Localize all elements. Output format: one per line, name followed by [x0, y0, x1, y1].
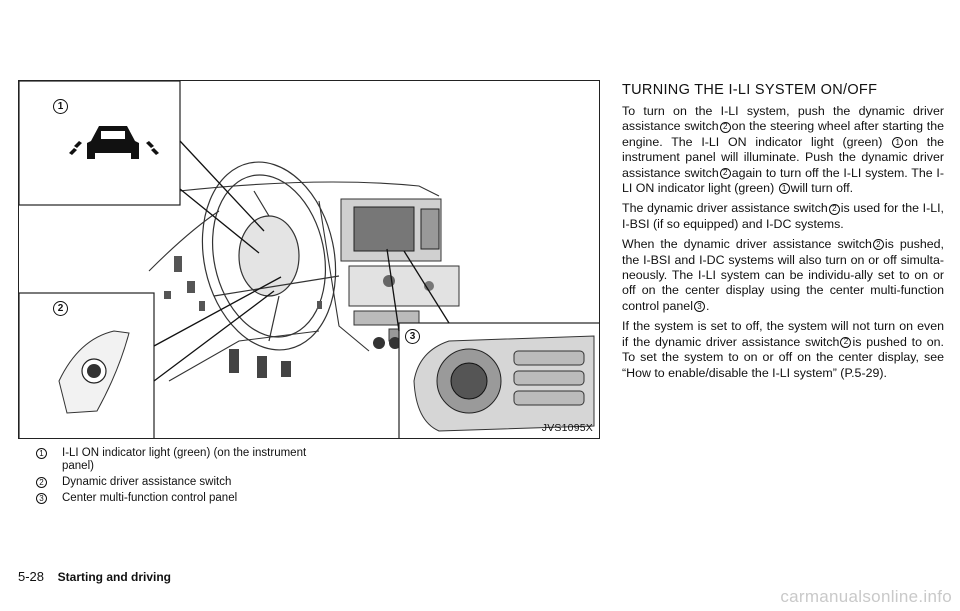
paragraph-4: If the system is set to off, the system will not turn on even if the dynamic driver assistance switch 2 is pushed to on. To set the system to on or off on the center display, see “How to enable/disable the I-LI system” (P.5-29).	[622, 319, 944, 380]
inset-steering-switch	[19, 293, 154, 439]
caption-text: Dynamic driver assistance switch	[62, 476, 232, 488]
inset-indicator-light	[19, 81, 180, 205]
caption-item	[18, 492, 318, 505]
caption-number: 1	[36, 448, 47, 459]
marker-3: 3	[405, 329, 420, 344]
caption-item	[18, 476, 318, 489]
marker-1: 1	[53, 99, 68, 114]
pedal-drawing	[229, 349, 291, 378]
illustration-frame	[18, 80, 600, 439]
content-column	[622, 82, 944, 386]
paragraph-3: When the dynamic driver assistance switch 2 is pushed, the I-BSI and I-DC systems will also turn on or off simulta-neously. The I-LI system can be individu-ally set to on or off on the center display using the center multi-function control panel 3 .	[622, 237, 944, 313]
figure-code: JVS1095X	[541, 422, 593, 434]
ref-2: 2	[873, 239, 884, 250]
caption-text: Center multi-function control panel	[62, 492, 238, 504]
section-name: Starting and driving	[57, 570, 171, 584]
ref-1: 1	[892, 137, 903, 148]
dashboard-illustration	[19, 81, 600, 439]
watermark: carmanualsonline.info	[780, 587, 952, 606]
ref-2: 2	[720, 168, 731, 179]
paragraph-1: To turn on the I-LI system, push the dynamic driver assistance switch 2 on the steering wheel after starting the engine. The I-LI ON indicator light (green) 1 on the instrument panel will illuminate. Push the dynamic driver assistance switch 2 again to turn off the I-LI system. The I-LI ON indicator light (green) 1 will turn off.	[622, 104, 944, 196]
section-heading: TURNING THE I-LI SYSTEM ON/OFF	[622, 82, 878, 98]
ref-3: 3	[694, 301, 705, 312]
ref-1: 1	[779, 183, 790, 194]
ref-2: 2	[829, 204, 840, 215]
ref-2: 2	[840, 337, 851, 348]
paragraph-2: The dynamic driver assistance switch 2 is used for the I-LI, I-BSI (if so equipped) and I-DC systems.	[622, 201, 944, 231]
caption-item	[18, 447, 318, 473]
caption-number: 2	[36, 477, 47, 488]
page-footer	[18, 569, 171, 584]
ref-2: 2	[720, 122, 731, 133]
figure-captions	[18, 447, 318, 508]
page-number: 5-28	[18, 569, 45, 584]
caption-text: I-LI ON indicator light (green) (on the instrument panel)	[62, 447, 307, 472]
marker-2: 2	[53, 301, 68, 316]
caption-number: 3	[36, 493, 47, 504]
